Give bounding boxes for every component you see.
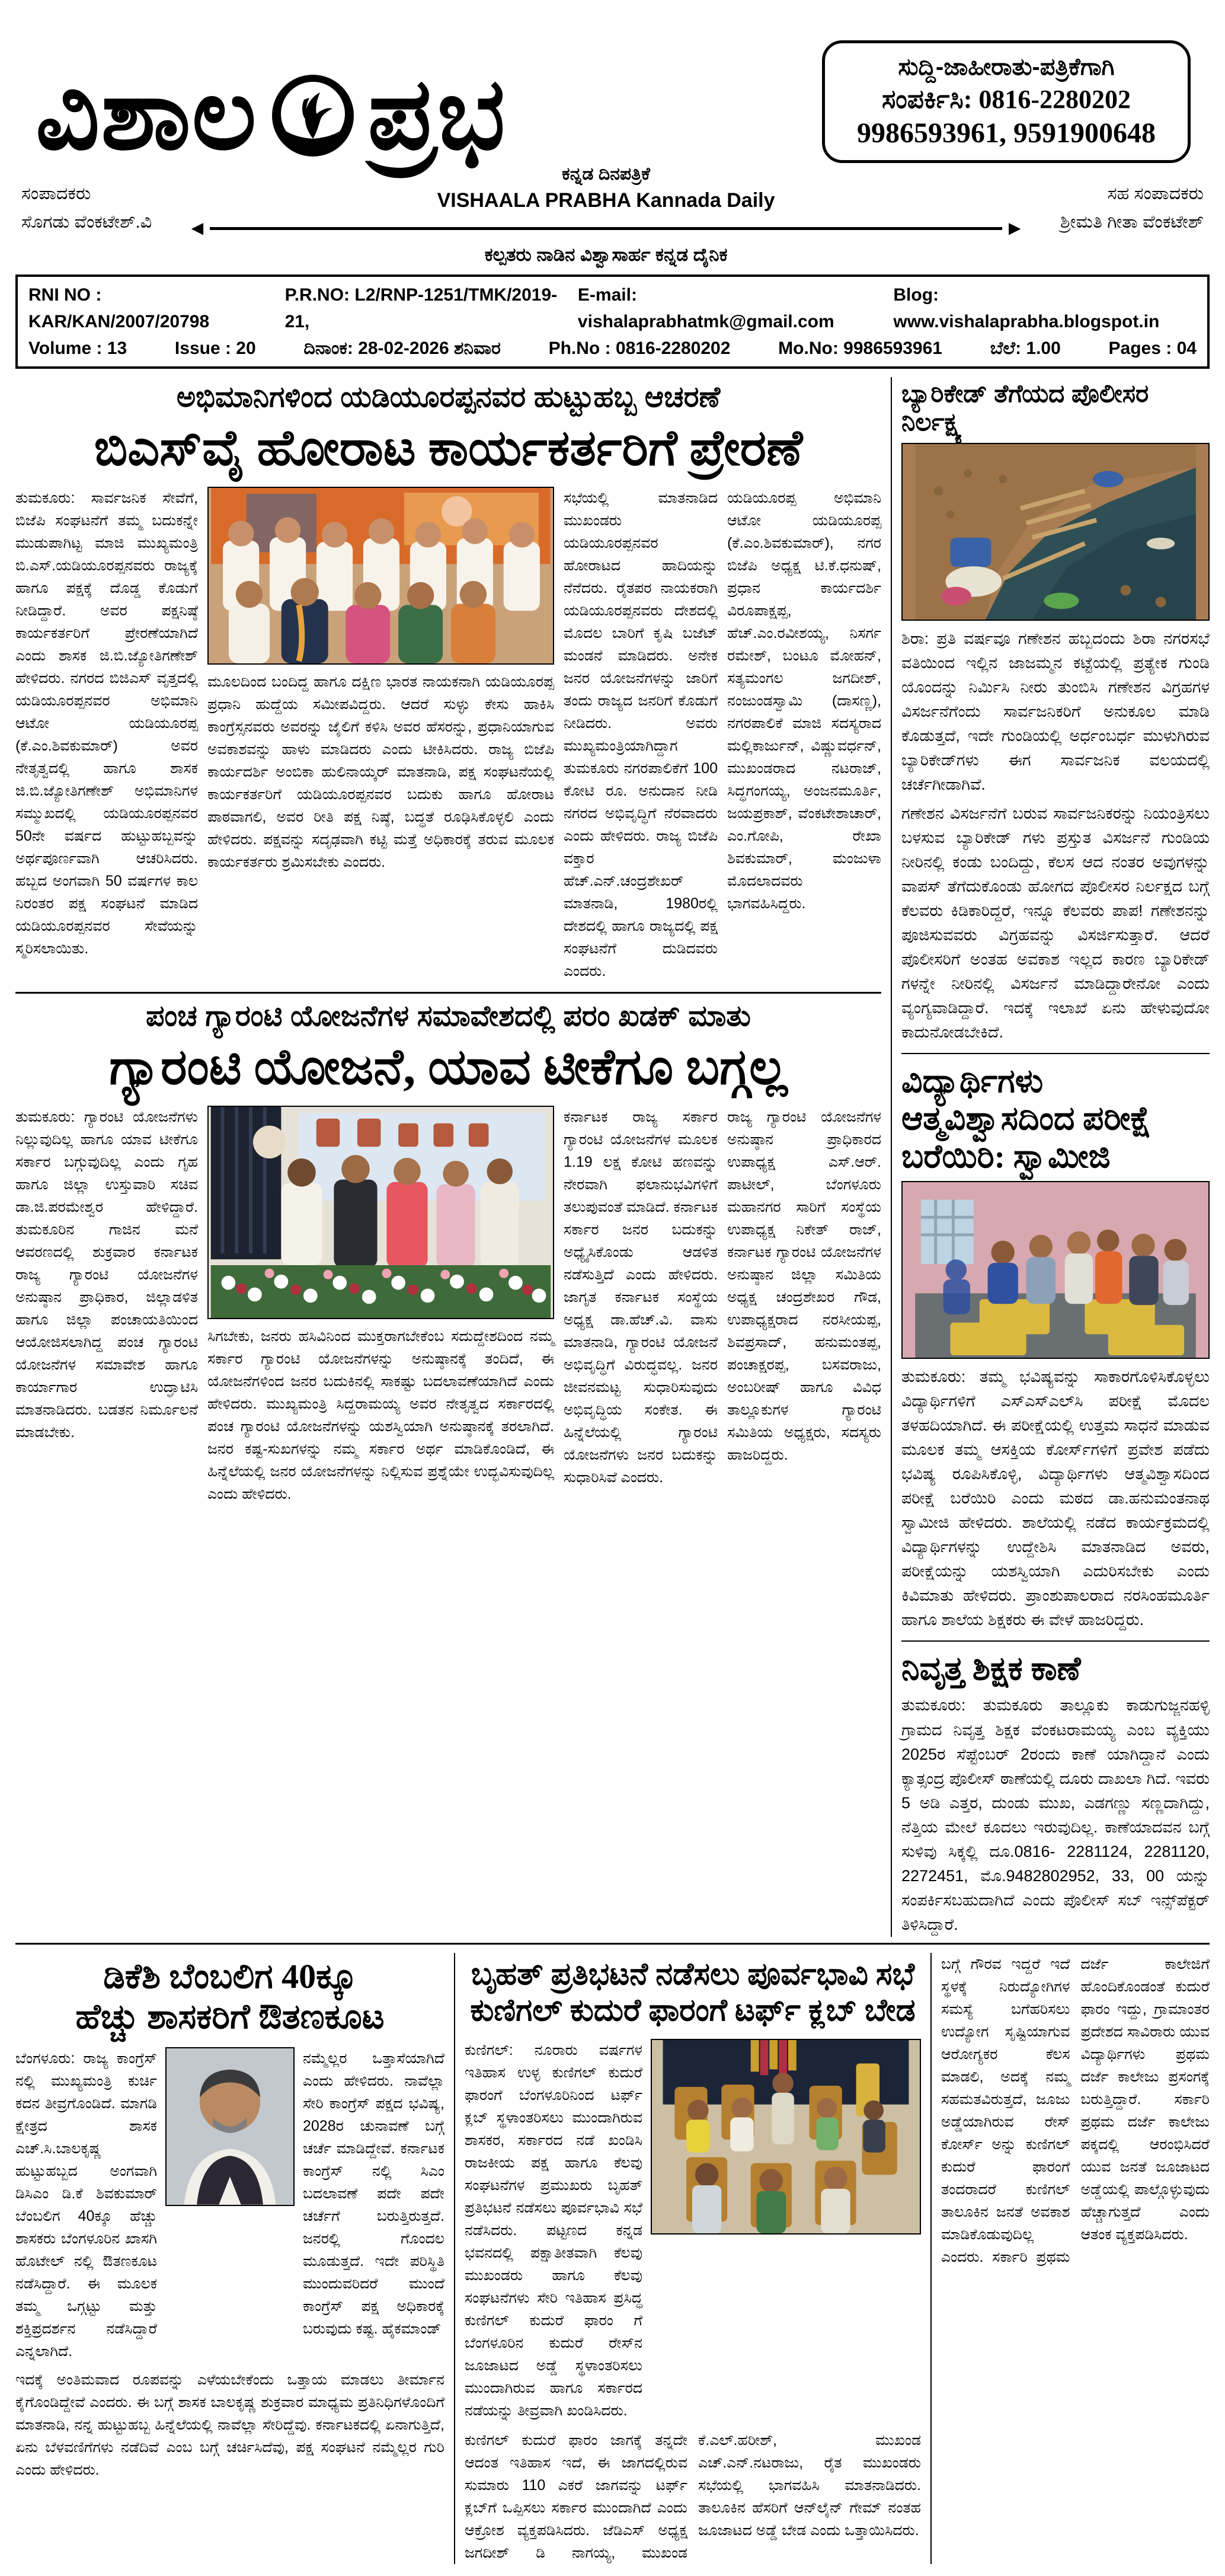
coeditor-label: ಸಹ ಸಂಪಾದಕರು — [1107, 184, 1204, 203]
pr-number: P.R.NO: L2/RNP-1251/TMK/2019-21, — [284, 285, 558, 331]
main-column — [15, 377, 892, 1937]
article-bsy-kicker: ಅಭಿಮಾನಿಗಳಿಂದ ಯಡಿಯೂರಪ್ಪನವರ ಹುಟ್ಟುಹಬ್ಬ ಆಚರಣೆ — [176, 381, 721, 413]
contact-box — [822, 40, 1191, 163]
blog-url: Blog: www.vishalaprabha.blogspot.in — [893, 285, 1160, 331]
rail-barricade-body1: ಶಿರಾ: ಪ್ರತಿ ವರ್ಷವೂ ಗಣೇಶನ ಹಬ್ಬದಂದು ಶಿರಾ ನಗರಸಭೆ ವತಿಯಿಂದ ಇಲ್ಲಿನ ಜಾಜಮ್ಮನ ಕಟ್ಟೆಯಲ್ಲಿ ಪ್ರತ್ಯೇಕ ಗುಂಡಿ ಯೊಂದನ್ನು ನಿರ್ಮಿಸಿ ನೀರು ತುಂಬಿಸಿ ಗಣೇಶನ ವಿಗ್ರಹಗಳ ವಿಸರ್ಜನೆಗೆಂದು ಸಾರ್ವಜನಿಕರಿಗೆ ಅನುಕೂಲ ಮಾಡಿ ಕೊಡುತ್ತದೆ, ಇದೇ ಗುಂಡಿಯಲ್ಲಿ ಅರ್ಧಂಬರ್ಧ ಮುಳುಗಿರುವ ಬ್ಯಾರಿಕೇಡ್‌ಗಳು ಈಗ ಸಾರ್ವಜನಿಕ ವಲಯದಲ್ಲಿ ಚರ್ಚೆಗೀಡಾಗಿವೆ. — [901, 629, 1210, 793]
guarantee-event-photo — [207, 1106, 554, 1319]
rail-students-headline: ವಿದ್ಯಾರ್ಥಿಗಳು ಆತ್ಮವಿಶ್ವಾಸದಿಂದ ಪರೀಕ್ಷೆ ಬರೆಯಿರಿ: ಸ್ವಾಮೀಜಿ — [901, 1063, 1152, 1174]
article-turf — [455, 1953, 932, 2564]
right-rail — [892, 377, 1210, 1937]
rail-article-barricade — [901, 379, 1210, 1045]
editor-name: ಸೊಗಡು ವೆಂಕಟೇಶ್.ವಿ — [21, 212, 152, 232]
classroom-photo — [901, 1181, 1210, 1359]
bottom-band — [15, 1943, 1210, 2564]
dove-logo-icon — [268, 71, 357, 160]
article-dks-headline-line2: ಹೆಚ್ಚು ಶಾಸಕರಿಗೆ ಔತಣಕೂಟ — [75, 1997, 385, 2036]
rail-barricade-headline: ಬ್ಯಾರಿಕೇಡ್ ತೆಗೆಯದ ಪೊಲೀಸರ ನಿರ್ಲಕ್ಷ್ಯ — [901, 379, 1149, 436]
rail-students-body: ತುಮಕೂರು: ತಮ್ಮ ಭವಿಷ್ಯವನ್ನು ಸಾಕಾರಗೊಳಿಸಿಕೊಳ್ಳಲು ವಿದ್ಯಾರ್ಥಿಗಳಿಗೆ ಎಸ್‌ಎಸ್‌ಎಲ್‌ಸಿ ಪರೀಕ್ಷೆ ಮೊದಲ ತಳಹದಿಯಾಗಿದೆ. ಈ ಪರೀಕ್ಷೆಯಲ್ಲಿ ಉತ್ತಮ ಸಾಧನೆ ಮಾಡುವ ಮೂಲಕ ತಮ್ಮ ಆಸಕ್ತಿಯ ಕೋರ್ಸ್‌ಗಳಿಗೆ ಪ್ರವೇಶ ಪಡೆದು ಭವಿಷ್ಯ ರೂಪಿಸಿಕೊಳ್ಳಿ, ವಿದ್ಯಾರ್ಥಿಗಳು ಆತ್ಮವಿಶ್ವಾಸದಿಂದ ಪರೀಕ್ಷೆ ಬರೆಯಿರಿ ಎಂದು ಮಠದ ಡಾ.ಹನುಮಂತನಾಥ ಸ್ವಾಮೀಜಿ ಹೇಳಿದರು. ಶಾಲೆಯಲ್ಲಿ ನಡೆದ ಕಾರ್ಯಕ್ರಮದಲ್ಲಿ ವಿದ್ಯಾರ್ಥಿಗಳನ್ನು ಉದ್ದೇಶಿಸಿ ಮಾತನಾಡಿದ ಅವರು, ಪರೀಕ್ಷೆಯನ್ನು ಯಶಸ್ವಿಯಾಗಿ ಎದುರಿಸಬೇಕು ಎಂದು ಕಿವಿಮಾತು ಹೇಳಿದರು. ಪ್ರಾಂಶುಪಾಲರಾದ ನರಸಿಂಹಮೂರ್ತಿ ಹಾಗೂ ಶಾಲೆಯ ಶಿಕ್ಷಕರು ಈ ವೇಳೆ ಹಾಜರಿದ್ದರು. — [901, 1367, 1210, 1629]
article-guarantee-photo-block — [207, 1106, 554, 1505]
article-guarantee — [15, 1000, 881, 1505]
rni-number: RNI NO : KAR/KAN/2007/20798 — [28, 285, 210, 331]
rail-divider-1 — [901, 1053, 1210, 1054]
mobile: Mo.No: 9986593961 — [778, 339, 942, 358]
issue: Issue : 20 — [174, 339, 256, 358]
rail-article-missing — [901, 1650, 1210, 1937]
article-guarantee-col3: ರಾಜ್ಯ ಗ್ಯಾರಂಟಿ ಯೋಜನೆಗಳ ಅನುಷ್ಠಾನ ಪ್ರಾಧಿಕಾರದ ಉಪಾಧ್ಯಕ್ಷ ಎಸ್.ಆರ್. ಪಾಟೀಲ್, ಬೆಂಗಳೂರು ಮಹಾನಗರ ಸಾರಿಗೆ ಸಂಸ್ಥೆಯ ಉಪಾಧ್ಯಕ್ಷ ನಿಕೇತ್ ರಾಜ್, ಕರ್ನಾಟಕ ಗ್ಯಾರಂಟಿ ಯೋಜನೆಗಳ ಅನುಷ್ಠಾನ ಜಿಲ್ಲಾ ಸಮಿತಿಯ ಅಧ್ಯಕ್ಷ ಚಂದ್ರಶೇಖರ ಗೌಡ, ಉಪಾಧ್ಯಕ್ಷರಾದ ನರಸೀಯಪ್ಪ, ಶಿವಪ್ರಸಾದ್, ಹನುಮಂತಪ್ಪ, ಪಂಚಾಕ್ಷರಪ್ಪ, ಬಸವರಾಜು, ಅಂಬರೀಷ್ ಹಾಗೂ ವಿವಿಧ ತಾಲ್ಲೂಕುಗಳ ಗ್ಯಾರಂಟಿ ಸಮಿತಿಯ ಅಧ್ಯಕ್ಷರು, ಸದಸ್ಯರು ಹಾಜರಿದ್ದರು. — [727, 1109, 881, 1464]
article-bsy-col3: ಯಡಿಯೂರಪ್ಪ ಅಭಿಮಾನಿ ಆಟೋ ಯಡಿಯೂರಪ್ಪ (ಕೆ.ಎಂ.ಶಿವಕುಮಾರ್), ನಗರ ಬಿಜೆಪಿ ಅಧ್ಯಕ್ಷ ಟಿ.ಕೆ.ಧನುಷ್, ಪ್ರಧಾನ ಕಾರ್ಯದರ್ಶಿ ವಿರೂಪಾಕ್ಷಪ್ಪ, ಹೆಚ್.ಎಂ.ರವೀಶಯ್ಯ, ನಿಸರ್ಗ ರಮೇಶ್, ಬಂಟೂ ಮೋಹನ್, ಸತ್ಯಮಂಗಲ ಜಗದೀಶ್, ನಂಜುಂಡಸ್ವಾಮಿ (ದಾಸಣ್ಣ), ನಗರಪಾಲಿಕೆ ಮಾಜಿ ಸದಸ್ಯರಾದ ಮಲ್ಲಿಕಾರ್ಜುನ್, ವಿಷ್ಣುವರ್ಧನ್, ಮುಖಂಡರಾದ ನಟರಾಜ್, ಸಿದ್ಧಗಂಗಯ್ಯ, ಅಂಜನಮೂರ್ತಿ, ಜಯಪ್ರಕಾಶ್, ವೆಂಕಟೇಶಾಚಾರ್, ಎಂ.ಗೋಪಿ, ರೇಖಾ ಶಿವಕುಮಾರ್, ಮಂಜುಳಾ ಮೊದಲಾದವರು ಭಾಗವಹಿಸಿದ್ದರು. — [727, 490, 881, 912]
rail-article-students — [901, 1062, 1210, 1632]
right-arrowhead-icon: ► — [1005, 217, 1025, 240]
title-word-left: ವಿಶಾಲ — [36, 60, 258, 171]
article-turf-headline-line2: ಕುಣಿಗಲ್ ಕುದುರೆ ಫಾರಂಗೆ ಟರ್ಫ್ ಕ್ಲಬ್ ಬೇಡ — [470, 1994, 916, 2028]
kannada-tagline: ಕನ್ನಡ ದಿನಪತ್ರಿಕೆ — [562, 164, 650, 184]
double-arrow-rule — [187, 218, 1025, 238]
article-guarantee-kicker: ಪಂಚ ಗ್ಯಾರಂಟಿ ಯೋಜನೆಗಳ ಸಮಾವೇಶದಲ್ಲಿ ಪರಂ ಖಡಕ್ ಮಾತು — [146, 1000, 751, 1033]
masthead-center — [152, 164, 1060, 266]
editor-label: ಸಂಪಾದಕರು — [21, 184, 91, 203]
rail-barricade-body2: ಗಣೇಶನ ವಿಸರ್ಜನೆಗೆ ಬರುವ ಸಾರ್ವಜನಿಕರನ್ನು ನಿಯಂತ್ರಿಸಲು ಬಳಸುವ ಬ್ಯಾರಿಕೇಡ್ ಗಳು ಪ್ರಸ್ತುತ ವಿಸರ್ಜನೆ ಗುಂಡಿಯ ನೀರಿನಲ್ಲಿ ಕಂಡು ಬಂದಿದ್ದು, ಕೆಲಸ ಆದ ನಂತರ ಅವುಗಳನ್ನು ವಾಪಸ್ ತೆಗೆದುಕೊಂಡು ಹೋಗದ ಪೊಲೀಸರ ನಿರ್ಲಕ್ಷದ ಬಗ್ಗೆ ಕೆಲವರು ಕಿಡಿಕಾರಿದ್ದರೆ, ಇನ್ನೂ ಕೆಲವರು ಪಾಪ! ಗಣೇಶನನ್ನು ಪೂಜಿಸುವವರು ವಿಗ್ರಹವನ್ನು ವಿಸರ್ಜಿಸುತ್ತಾರೆ. ಆದರೆ ಪೊಲೀಸರಿಗೆ ಅಂತಹ ಅವಕಾಶ ಇಲ್ಲದ ಕಾರಣ ಬ್ಯಾರಿಕೇಡ್ ಗಳನ್ನೇ ನೀರಿನಲ್ಲಿ ವಿಸರ್ಜನೆ ಮಾಡಿದ್ದಾರೇನೋ ಎಂದು ವ್ಯಂಗ್ಯವಾಡಿದ್ದಾರೆ. ಇದಕ್ಕೆ ಇಲಾಖೆ ಏನು ಹೇಳುವುದೋ ಕಾದುನೋಡಬೇಕಿದೆ. — [901, 804, 1210, 1042]
editor-block — [21, 164, 152, 237]
article-guarantee-col2: ಕರ್ನಾಟಕ ರಾಜ್ಯ ಸರ್ಕಾರ ಗ್ಯಾರಂಟಿ ಯೋಜನೆಗಳ ಮೂಲಕ 1.19 ಲಕ್ಷ ಕೋಟಿ ಹಣವನ್ನು ನೇರವಾಗಿ ಫಲಾನುಭವಿಗಳಿಗೆ ತಲುಪುವಂತೆ ಮಾಡಿದೆ. ಕರ್ನಾಟಕ ಸರ್ಕಾರ ಜನರ ಬದುಕನ್ನು ಅಧ್ಯೈಸಿಕೊಂಡು ಆಡಳಿತ ನಡೆಸುತ್ತಿದೆ ಎಂದು ಹೇಳಿದರು. ಜಾಗೃತ ಕರ್ನಾಟಕ ಸಂಸ್ಥೆಯ ಅಧ್ಯಕ್ಷ ಡಾ.ಹೆಚ್.ವಿ. ವಾಸು ಮಾತನಾಡಿ, ಗ್ಯಾರಂಟಿ ಯೋಜನೆ ಅಭಿವೃದ್ಧಿಗೆ ವಿರುದ್ಧವಲ್ಲ. ಜನರ ಜೀವನಮಟ್ಟ ಸುಧಾರಿಸುವುದು ಅಭಿವೃದ್ಧಿಯ ಸಂಕೇತ. ಈ ಹಿನ್ನೆಲೆಯಲ್ಲಿ ಗ್ಯಾರಂಟಿ ಯೋಜನೆಗಳು ಜನರ ಬದುಕನ್ನು ಸುಧಾರಿಸಿವೆ ಎಂದರು. — [564, 1109, 718, 1486]
coeditor-name: ಶ್ರೀಮತಿ ಗೀತಾ ವೆಂಕಟೇಶ್ — [1060, 212, 1204, 232]
barricade-pond-photo — [901, 443, 1210, 621]
rail-missing-headline: ನಿವೃತ್ತ ಶಿಕ್ಷಕ ಕಾಣೆ — [901, 1651, 1081, 1687]
article-dks-headline-line1: ಡಿಕೆಶಿ ಬೆಂಬಲಿಗ 40ಕ್ಕೂ — [103, 1956, 357, 1996]
slogan: ಕಲ್ಪತರು ನಾಡಿನ ವಿಶ್ವಾಸಾರ್ಹ ಕನ್ನಡ ದೈನಿಕ — [484, 244, 728, 265]
article-turf-below: ಕುಣಿಗಲ್ ಕುದುರೆ ಫಾರಂ ಜಾಗಕ್ಕೆ ತನ್ನದೇ ಆದಂತ ಇತಿಹಾಸ ಇದೆ, ಈ ಜಾಗದಲ್ಲಿರುವ ಸುಮಾರು 110 ಎಕರೆ ಜಾಗವನ್ನು ಟರ್ಫ್ ಕ್ಲಬ್‌ಗೆ ಒಪ್ಪಿಸಲು ಸರ್ಕಾರ ಮುಂದಾಗಿದೆ ಎಂದು ಆಕ್ರೋಶ ವ್ಯಕ್ತಪಡಿಸಿದರು. ಜೆಡಿಎಸ್ ಅಧ್ಯಕ್ಷ ಜಗದೀಶ್ ಡಿ ನಾಗಯ್ಯ, ಮುಖಂಡ ಕೆ.ಎಲ್.ಹರೀಶ್, ಮುಖಂಡ ಎಚ್.ಎನ್.ನಟರಾಜು, ರೈತ ಮುಖಂಡರು ಸಭೆಯಲ್ಲಿ ಭಾಗವಹಿಸಿ ಮಾತನಾಡಿದರು. ತಾಲೂಕಿನ ಹೆಸರಿಗೆ ಆನ್‌ಲೈನ್ ಗೇಮ್ ನಂತಹ ಜೂಜಾಟದ ಅಡ್ಡೆ ಬೇಡ ಎಂದು ಒತ್ತಾಯಿಸಿದರು. — [465, 2431, 921, 2561]
article-guarantee-headline: ಗ್ಯಾರಂಟಿ ಯೋಜನೆ, ಯಾವ ಟೀಕೆಗೂ ಬಗ್ಗಲ್ಲ — [109, 1040, 788, 1096]
contact-line2: ಸಂಪರ್ಕಿಸಿ: 0816-2280202 — [881, 85, 1131, 114]
newspaper-title — [36, 60, 507, 171]
turf-meeting-photo — [651, 2039, 921, 2235]
publication-info-bar — [15, 274, 1210, 369]
bsy-event-photo — [207, 487, 554, 665]
email: E-mail: vishalaprabhatmk@gmail.com — [577, 285, 834, 331]
price: ಬೆಲೆ: 1.00 — [990, 339, 1061, 358]
article-dks — [15, 1953, 455, 2564]
date: ದಿನಾಂಕ: 28-02-2026 ಶನಿವಾರ — [303, 339, 501, 358]
article-guarantee-col1: ತುಮಕೂರು: ಗ್ಯಾರಂಟಿ ಯೋಜನೆಗಳು ನಿಲ್ಲುವುದಿಲ್ಲ ಹಾಗೂ ಯಾವ ಟೀಕೆಗೂ ಸರ್ಕಾರ ಬಗ್ಗುವುದಿಲ್ಲ ಎಂದು ಗೃಹ ಹಾಗೂ ಜಿಲ್ಲಾ ಉಸ್ತುವಾರಿ ಸಚಿವ ಡಾ.ಜಿ.ಪರಮೇಶ್ವರ ಹೇಳಿದ್ದಾರೆ. ತುಮಕೂರಿನ ಗಾಜಿನ ಮನೆ ಆವರಣದಲ್ಲಿ ಶುಕ್ರವಾರ ಕರ್ನಾಟಕ ರಾಜ್ಯ ಗ್ಯಾರಂಟಿ ಯೋಜನೆಗಳ ಅನುಷ್ಠಾನ ಪ್ರಾಧಿಕಾರ, ಜಿಲ್ಲಾಡಳಿತ ಹಾಗೂ ಜಿಲ್ಲಾ ಪಂಚಾಯತಿಯಿಂದ ಆಯೋಜಿಸಲಾಗಿದ್ದ ಪಂಚ ಗ್ಯಾರಂಟಿ ಯೋಜನೆಗಳ ಸಮಾವೇಶ ಹಾಗೂ ಕಾರ್ಯಾಗಾರ ಉದ್ಘಾಟಿಸಿ ಮಾತನಾಡಿದರು. ಬಡತನ ನಿರ್ಮೂಲನೆ ಮಾಡಬೇಕು. — [15, 1109, 198, 1441]
article-dks-headline — [15, 1956, 444, 2038]
article-turf-headline-line1: ಬೃಹತ್ ಪ್ರತಿಭಟನೆ ನಡೆಸಲು ಪೂರ್ವಭಾವಿ ಸಭೆ — [471, 1957, 915, 1991]
dks-portrait-photo — [165, 2047, 295, 2206]
rail-divider-2 — [901, 1640, 1210, 1642]
coeditor-block — [1060, 164, 1204, 237]
article-turf-col1: ಕುಣಿಗಲ್: ನೂರಾರು ವರ್ಷಗಳ ಇತಿಹಾಸ ಉಳ್ಳ ಕುಣಿಗಲ್ ಕುದುರೆ ಫಾರಂಗೆ ಬೆಂಗಳೂರಿನಿಂದ ಟರ್ಫ್ ಕ್ಲಬ್ ಸ್ಥಳಾಂತರಿಸಲು ಮುಂದಾಗಿರುವ ಶಾಸಕರ, ಸರ್ಕಾರದ ನಡೆ ಖಂಡಿಸಿ ರಾಜಕೀಯ ಪಕ್ಷ ಹಾಗೂ ಕೆಲವು ಸಂಘಟನೆಗಳ ಪ್ರಮುಖರು ಬೃಹತ್ ಪ್ರತಿಭಟನೆ ನಡೆಸಲು ಪೂರ್ವಭಾವಿ ಸಭೆ ನಡೆಸಿದರು. ಪಟ್ಟಣದ ಕನ್ನಡ ಭವನದಲ್ಲಿ ಪಕ್ಷಾತೀತವಾಗಿ ಕೆಲವು ಮುಖಂಡರು ಹಾಗೂ ಕೆಲವು ಸಂಘಟನೆಗಳು ಸೇರಿ ಇತಿಹಾಸ ಪ್ರಸಿದ್ಧ ಕುಣಿಗಲ್ ಕುದುರೆ ಫಾರಂ ಗೆ ಬೆಂಗಳೂರಿನ ಕುದುರೆ ರೇಸ್‌ನ ಜೂಜಾಟದ ಅಡ್ಡೆ ಸ್ಥಳಾಂತರಿಸಲು ಮುಂದಾಗಿರುವ ಹಾಗೂ ಸರ್ಕಾರದ ನಡೆಯನ್ನು ತೀವ್ರವಾಗಿ ಖಂಡಿಸಿದರು. — [465, 2041, 642, 2419]
article-bsy-col1: ತುಮಕೂರು: ಸಾರ್ವಜನಿಕ ಸೇವೆಗೆ, ಬಿಜೆಪಿ ಸಂಘಟನೆಗೆ ತಮ್ಮ ಬದುಕನ್ನೇ ಮುಡುಪಾಗಿಟ್ಟ ಮಾಜಿ ಮುಖ್ಯಮಂತ್ರಿ ಬಿ.ಎಸ್.ಯಡಿಯೂರಪ್ಪನವರು ರಾಜ್ಯಕ್ಕೆ ಹಾಗೂ ಪಕ್ಷಕ್ಕೆ ದೊಡ್ಡ ಕೊಡುಗೆ ನೀಡಿದ್ದಾರೆ. ಅವರ ಪಕ್ಷನಿಷ್ಠೆ ಕಾರ್ಯಕರ್ತರಿಗೆ ಪ್ರೇರಣೆಯಾಗಿದೆ ಎಂದು ಶಾಸಕ ಜಿ.ಬಿ.ಜ್ಯೋತಿಗಣೇಶ್ ಹೇಳಿದರು. ನಗರದ ಬಿಜಿಎಸ್ ವೃತ್ತದಲ್ಲಿ ಯಡಿಯೂರಪ್ಪನವರ ಅಭಿಮಾನಿ ಆಟೋ ಯಡಿಯೂರಪ್ಪ (ಕೆ.ಎಂ.ಶಿವಕುಮಾರ್) ಅವರ ನೇತೃತ್ವದಲ್ಲಿ ಹಾಗೂ ಶಾಸಕ ಜಿ.ಬಿ.ಜ್ಯೋತಿಗಣೇಶ್ ಅಭಿಮಾನಿಗಳ ಸಮ್ಮುಖದಲ್ಲಿ ಯಡಿಯೂರಪ್ಪನವರ 50ನೇ ವರ್ಷದ ಹುಟ್ಟುಹಬ್ಬವನ್ನು ಅರ್ಥಪೂರ್ಣವಾಗಿ ಆಚರಿಸಿದರು. ಹಬ್ಬದ ಅಂಗವಾಗಿ 50 ವರ್ಷಗಳ ಕಾಲ ನಿರಂತರ ಪಕ್ಷ ಸಂಘಟನೆ ಮಾಡಿದ ಯಡಿಯೂರಪ್ಪನವರ ಸೇವೆಯನ್ನು ಸ್ಮರಿಸಲಾಯಿತು. — [15, 490, 198, 957]
left-arrowhead-icon: ◄ — [187, 217, 207, 240]
article-divider — [15, 992, 881, 994]
contact-line1: ಸುದ್ದಿ-ಜಾಹೀರಾತು-ಪತ್ರಿಕೆಗಾಗಿ — [898, 54, 1115, 80]
article-dks-col1: ಬೆಂಗಳೂರು: ರಾಜ್ಯ ಕಾಂಗ್ರೆಸ್ ನಲ್ಲಿ ಮುಖ್ಯಮಂತ್ರಿ ಕುರ್ಚಿ ಕದನ ತೀವ್ರಗೊಂಡಿದೆ. ಮಾಗಡಿ ಕ್ಷೇತ್ರದ ಶಾಸಕ ಎಚ್.ಸಿ.ಬಾಲಕೃಷ್ಣ ಹುಟ್ಟುಹಬ್ಬದ ಅಂಗವಾಗಿ ಡಿಸಿಎಂ ಡಿ.ಕೆ ಶಿವಕುಮಾರ್ ಬೆಂಬಲಿಗ 40ಕ್ಕೂ ಹೆಚ್ಚು ಶಾಸಕರು ಬೆಂಗಳೂರಿನ ಖಾಸಗಿ ಹೊಟೇಲ್ ನಲ್ಲಿ ಔತಣಕೂಟ ನಡೆಸಿದ್ದಾರೆ. ಈ ಮೂಲಕ ತಮ್ಮ ಒಗ್ಗಟ್ಟು ಮತ್ತು ಶಕ್ತಿಪ್ರದರ್ಶನ ನಡೆಸಿದ್ದಾರೆ ಎನ್ನಲಾಗಿದೆ. — [15, 2050, 157, 2360]
article-dks-col2: ನಮ್ಮೆಲ್ಲರ ಒತ್ತಾಸೆಯಾಗಿದೆ ಎಂದು ಹೇಳಿದರು. ನಾವೆಲ್ಲಾ ಸೇರಿ ಕಾಂಗ್ರೆಸ್ ಪಕ್ಷದ ಭವಿಷ್ಯ, 2028ರ ಚುನಾವಣೆ ಬಗ್ಗೆ ಚರ್ಚೆ ಮಾಡಿದ್ದೇವೆ. ಕರ್ನಾಟಕ ಕಾಂಗ್ರೆಸ್ ನಲ್ಲಿ ಸಿಎಂ ಬದಲಾವಣೆ ಪದೇ ಪದೇ ಚರ್ಚೆಗೆ ಬರುತ್ತಿರುತ್ತದೆ. ಜನರಲ್ಲಿ ಗೊಂದಲ ಮೂಡುತ್ತದೆ. ಇದೇ ಪರಿಸ್ಥಿತಿ ಮುಂದುವರಿದರೆ ಮುಂದೆ ಕಾಂಗ್ರೆಸ್ ಪಕ್ಷ ಅಧಿಕಾರಕ್ಕೆ ಬರುವುದು ಕಷ್ಟ. ಹೈಕಮಾಂಡ್ — [303, 2050, 444, 2337]
article-bsy-headline: ಬಿಎಸ್‌ವೈ ಹೋರಾಟ ಕಾರ್ಯಕರ್ತರಿಗೆ ಪ್ರೇರಣೆ — [94, 421, 803, 476]
article-guarantee-belowphoto: ಸಿಗಬೇಕು, ಜನರು ಹಸಿವಿನಿಂದ ಮುಕ್ತರಾಗಬೇಕೆಂಬ ಸದುದ್ದೇಶದಿಂದ ನಮ್ಮ ಸರ್ಕಾರ ಗ್ಯಾರಂಟಿ ಯೋಜನೆಗಳನ್ನು ಅನುಷ್ಠಾನಕ್ಕೆ ತಂದಿದೆ, ಈ ಯೋಜನೆಗಳಿಂದ ಜನರ ಬದುಕಿನಲ್ಲಿ ಸಾಕಷ್ಟು ಬದಲಾವಣೆಯಾಗಿದೆ ಎಂದು ಹೇಳಿದರು. ಮುಖ್ಯಮಂತ್ರಿ ಸಿದ್ದರಾಮಯ್ಯ ಅವರ ನೇತೃತ್ವದ ಸರ್ಕಾರದಲ್ಲಿ ಪಂಚ ಗ್ಯಾರಂಟಿ ಯೋಜನೆಗಳನ್ನು ಯಶಸ್ವಿಯಾಗಿ ಅನುಷ್ಠಾನಕ್ಕೆ ತರಲಾಗಿದೆ. ಜನರ ಕಷ್ಟ-ಸುಖಗಳನ್ನು ನಮ್ಮ ಸರ್ಕಾರ ಅರ್ಥ ಮಾಡಿಕೊಂಡಿದೆ, ಈ ಹಿನ್ನೆಲೆಯಲ್ಲಿ ಜನರ ಯೋಜನೆಗಳನ್ನು ನಿಲ್ಲಿಸುವ ಪ್ರಶ್ನೆಯೇ ಉದ್ಭವಿಸುವುದಿಲ್ಲ ಎಂದು ಹೇಳಿದರು. — [207, 1328, 554, 1503]
volume: Volume : 13 — [28, 339, 127, 358]
page-count: Pages : 04 — [1108, 339, 1197, 358]
article-dks-below: ಇದಕ್ಕೆ ಅಂತಿಮವಾದ ರೂಪವನ್ನು ಎಳೆಯಬೇಕೆಂದು ಒತ್ತಾಯ ಮಾಡಲು ತೀರ್ಮಾನ ಕೈಗೊಂಡಿದ್ದೇವೆ ಎಂದರು. ಈ ಬಗ್ಗೆ ಶಾಸಕ ಬಾಲಕೃಷ್ಣ ಶುಕ್ರವಾರ ಮಾಧ್ಯಮ ಪ್ರತಿನಿಧಿಗಳೊಂದಿಗೆ ಮಾತನಾಡಿ, ನನ್ನ ಹುಟ್ಟುಹಬ್ಬ ಹಿನ್ನೆಲೆಯಲ್ಲಿ ನಾವೆಲ್ಲಾ ಸೇರಿದ್ದೆವು. ಕರ್ನಾಟಕದಲ್ಲಿ ಏನಾಗುತ್ತಿದೆ, ಏನು ಬೆಳವಣಿಗೆಗಳು ನಡೆದಿವೆ ಎಂಬ ಬಗ್ಗೆ ಚರ್ಚಿಸಿದೆವು, ಪಕ್ಷ ಸಂಘಟನೆ ನಮ್ಮೆಲ್ಲರ ಗುರಿ ಎಂದು ಹೇಳಿದರು. — [15, 2371, 444, 2478]
contact-line3: 9986593961, 9591900648 — [857, 117, 1156, 149]
article-bsy — [15, 381, 881, 982]
article-bsy-col2: ಸಭೆಯಲ್ಲಿ ಮಾತನಾಡಿದ ಮುಖಂಡರು ಯಡಿಯೂರಪ್ಪನವರ ಹೋರಾಟದ ಹಾದಿಯನ್ನು ನೆನೆದರು. ರೈತಪರ ನಾಯಕರಾಗಿ ಯಡಿಯೂರಪ್ಪನವರು ದೇಶದಲ್ಲಿ ಮೊದಲ ಬಾರಿಗೆ ಕೃಷಿ ಬಜೆಟ್ ಮಂಡನೆ ಮಾಡಿದರು. ಅನೇಕ ಜನರ ಯೋಜನೆಗಳನ್ನು ಜಾರಿಗೆ ತಂದು ರಾಜ್ಯದ ಜನರಿಗೆ ಕೊಡುಗೆ ನೀಡಿದರು. ಅವರು ಮುಖ್ಯಮಂತ್ರಿಯಾಗಿದ್ದಾಗ ತುಮಕೂರು ನಗರಪಾಲಿಕೆಗೆ 100 ಕೋಟಿ ರೂ. ಅನುದಾನ ನೀಡಿ ನಗರದ ಅಭಿವೃದ್ಧಿಗೆ ನೆರವಾದರು ಎಂದು ಹೇಳಿದರು. ರಾಜ್ಯ ಬಿಜೆಪಿ ವಕ್ತಾರ ಹೆಚ್.ಎನ್.ಚಂದ್ರಶೇಖರ್ ಮಾತನಾಡಿ, 1980ರಲ್ಲಿ ದೇಶದಲ್ಲಿ ಹಾಗೂ ರಾಜ್ಯದಲ್ಲಿ ಪಕ್ಷ ಸಂಘಟನೆಗೆ ದುಡಿದವರು ಎಂದರು. — [564, 490, 718, 980]
article-turf-headline — [465, 1956, 921, 2029]
article-bsy-belowphoto: ಮೂಲದಿಂದ ಬಂದಿದ್ದ ಹಾಗೂ ದಕ್ಷಿಣ ಭಾರತ ನಾಯಕನಾಗಿ ಯಡಿಯೂರಪ್ಪ ಪ್ರಧಾನಿ ಹುದ್ದೆಯ ಸಮೀಪವಿದ್ದರು. ಆದರೆ ಸುಳ್ಳು ಕೇಸು ಹಾಕಿಸಿ ಕಾಂಗ್ರೆಸ್ಸನವರು ಅವರನ್ನು ಜೈಲಿಗೆ ಕಳಿಸಿ ಅವರ ಹೆಸರನ್ನು, ಪ್ರಧಾನಿಯಾಗುವ ಅವಕಾಶವನ್ನು ಹಾಳು ಮಾಡಿದರು ಎಂದು ಟೀಕಿಸಿದರು. ರಾಜ್ಯ ಬಿಜೆಪಿ ಕಾರ್ಯದರ್ಶಿ ಅಂಬಿಕಾ ಹುಲಿನಾಯ್ಕರ್ ಮಾತನಾಡಿ, ಪಕ್ಷ ಸಂಘಟನೆಯಲ್ಲಿ ಕಾರ್ಯಕರ್ತರಿಗೆ ಯಡಿಯೂರಪ್ಪನವರ ಬದುಕು ಹಾಗೂ ಹೋರಾಟ ಪಾಠವಾಗಲಿ, ಅವರ ರೀತಿ ಪಕ್ಷ ನಿಷ್ಠೆ, ಬದ್ಧತೆ ರೂಢಿಸಿಕೊಳ್ಳಲಿ ಎಂದು ಹೇಳಿದರು. ಪಕ್ಷವನ್ನು ಸದೃಢವಾಗಿ ಕಟ್ಟಿ ಮತ್ತೆ ಅಧಿಕಾರಕ್ಕೆ ತರುವ ಮೂಲಕ ಕಾರ್ಯಕರ್ತರು ಶ್ರಮಿಸಬೇಕು ಎಂದರು. — [207, 673, 554, 871]
title-word-right: ಪ್ರಭ — [367, 60, 507, 171]
phone: Ph.No : 0816-2280202 — [548, 339, 731, 358]
masthead — [15, 4, 1210, 369]
article-turf-continuation: ಬಗ್ಗೆ ಗೌರವ ಇದ್ದರೆ ಇದೆ ಸ್ಥಳಕ್ಕೆ ನಿರುದ್ಯೋಗಿಗಳ ಸಮಸ್ಯೆ ಬಗೆಹರಿಸಲು ಉದ್ಯೋಗ ಸೃಷ್ಟಿಯಾಗುವ ಆರೋಗ್ಯಕರ ಕೆಲಸ ಮಾಡಲಿ, ಅದಕ್ಕೆ ನಮ್ಮ ಸಹಮತವಿರುತ್ತದೆ, ಜೂಜು ಅಡ್ಡೆಯಾಗಿರುವ ರೇಸ್ ಕೋರ್ಸ್ ಅನ್ನು ಕುಣಿಗಲ್ ಕುದುರೆ ಫಾರಂಗೆ ತಂದರಾದರೆ ಕುಣಿಗಲ್ ತಾಲೂಕಿನ ಜನತೆ ಅವಕಾಶ ಮಾಡಿಕೊಡುವುದಿಲ್ಲ ಎಂದರು. ಸರ್ಕಾರಿ ಪ್ರಥಮ ದರ್ಜೆ ಕಾಲೇಜಿಗೆ ಹೊಂದಿಕೊಂಡಂತೆ ಕುದುರೆ ಫಾರಂ ಇದ್ದು, ಗ್ರಾಮಾಂತರ ಪ್ರದೇಶದ ಸಾವಿರಾರು ಯುವ ವಿದ್ಯಾರ್ಥಿಗಳು ಪ್ರಥಮ ದರ್ಜೆ ಕಾಲೇಜು ಪ್ರಸಂಗಕ್ಕೆ ಬರುತ್ತಿದ್ದಾರೆ. ಸರ್ಕಾರಿ ಪ್ರಥಮ ದರ್ಜೆ ಕಾಲೇಜು ಪಕ್ಕದಲ್ಲಿ ಆರಂಭಿಸಿದರೆ ಯುವ ಜನತೆ ಜೂಜಾಟದ ಅಡ್ಡೆಯಲ್ಲಿ ಪಾಲ್ಗೊಳ್ಳುವುದು ಹೆಚ್ಚಾಗುತ್ತದೆ ಎಂದು ಆತಂಕ ವ್ಯಕ್ತಪಡಿಸಿದರು. — [941, 1955, 1210, 2265]
rail-missing-body: ತುಮಕೂರು: ತುಮಕೂರು ತಾಲ್ಲೂಕು ಕಾಡುಗುಜ್ಜನಹಳ್ಳಿ ಗ್ರಾಮದ ನಿವೃತ್ತ ಶಿಕ್ಷಕ ವೆಂಕಟರಾಮಯ್ಯ ಎಂಬ ವ್ಯಕ್ತಿಯು 2025ರ ಸೆಪ್ಟೆಂಬರ್ 2ರಂದು ಕಾಣೆ ಯಾಗಿದ್ದಾನೆ ಎಂದು ಕ್ಯಾತ್ಸಂದ್ರ ಪೊಲೀಸ್ ಠಾಣೆಯಲ್ಲಿ ದೂರು ದಾಖಲಾ ಗಿದೆ. ಇವರು 5 ಅಡಿ ಎತ್ತರ, ದುಂಡು ಮುಖ, ಎಡಗಣ್ಣು ಸಣ್ಣದಾಗಿದ್ದು, ನೆತ್ತಿಯ ಮೇಲೆ ಕೂದಲು ಇರುವುದಿಲ್ಲ. ಕಾಣೆಯಾದವನ ಬಗ್ಗೆ ಸುಳಿವು ಸಿಕ್ಕಲ್ಲಿ ದೂ.0816- 2281124, 2281120, 2272451, ಮೊ.9482802952, 33, 00 ಯನ್ನು ಸಂಪರ್ಕಿಸಬಹುದಾಗಿದೆ ಎಂದು ಪೊಲೀಸ್ ಸಬ್ ಇನ್ಸ್‌ಪೆಕ್ಟರ್ ತಿಳಿಸಿದ್ದಾರೆ. — [901, 1696, 1210, 1933]
article-bsy-photo-block — [207, 487, 554, 982]
english-name: VISHAALA PRABHA Kannada Daily — [437, 189, 775, 212]
